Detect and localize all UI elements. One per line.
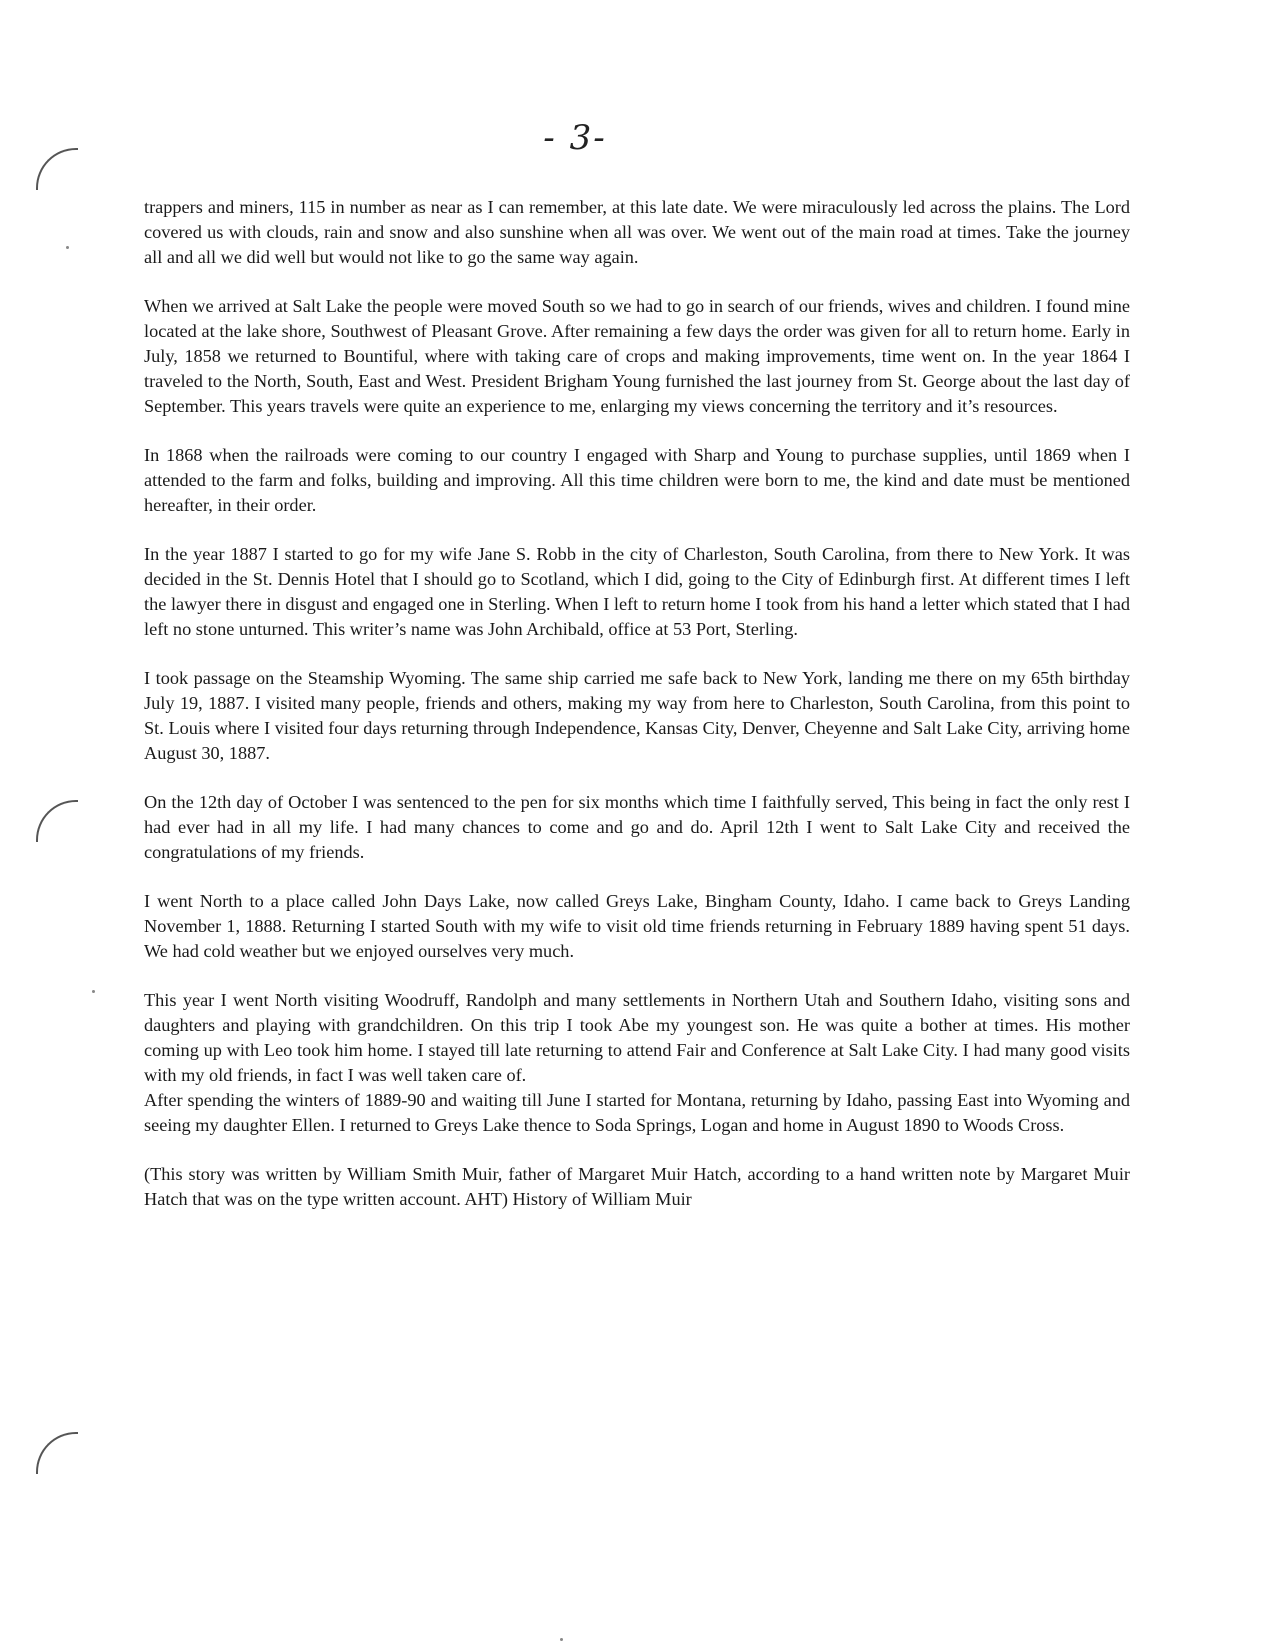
- punch-hole-top: [36, 148, 78, 190]
- punch-hole-middle: [36, 800, 78, 842]
- paragraph-author-note: (This story was written by William Smith Muir, father of Margaret Muir Hatch, according to a hand written note by Margaret Muir Hatch that was on the type written account. AHT) History of William Muir: [144, 1164, 1130, 1209]
- paragraph-greys-lake: I went North to a place called John Days Lake, now called Greys Lake, Bingham County, Idaho. I came back to Greys Landing November 1, 1888. Returning I started South with my wife to visit old time friends returning in February 1889 having spent 51 days. We had cold weather but we enjoyed ourselves very much.: [144, 891, 1130, 961]
- scan-speck: [92, 990, 95, 993]
- page-number: - 3-: [543, 118, 607, 158]
- paragraph-steamship: I took passage on the Steamship Wyoming. The same ship carried me safe back to New York, landing me there on my 65th birthday July 19, 1887. I visited many people, friends and others, making my way from here to Charleston, South Carolina, from this point to St. Louis where I visited four days returning through Independence, Kansas City, Denver, Cheyenne and Salt Lake City, arriving home August 30, 1887.: [144, 668, 1130, 763]
- paragraph-sentence: On the 12th day of October I was sentenced to the pen for six months which time I faithfully served, This being in fact the only rest I had ever had in all my life. I had many chances to come and go and do. April 12th I went to Salt Lake City and received the congratulations of my friends.: [144, 792, 1130, 862]
- paragraph-north-visits: This year I went North visiting Woodruff, Randolph and many settlements in Northern Utah and Southern Idaho, visiting sons and daughters and playing with grandchildren. On this trip I took Abe my youngest son. He was quite a bother at times. His mother coming up with Leo took him home. I stayed till late returning to attend Fair and Conference at Salt Lake City. I had many good visits with my old friends, in fact I was well taken care of.: [144, 990, 1130, 1085]
- paragraph-salt-lake: When we arrived at Salt Lake the people were moved South so we had to go in search of our friends, wives and children. I found mine located at the lake shore, Southwest of Pleasant Grove. After remaining a few days the order was given for all to return home. Early in July, 1858 we returned to Bountiful, where with taking care of crops and making improvements, time went on. In the year 1864 I traveled to the North, South, East and West. President Brigham Young furnished the last journey from St. George about the last day of September. This years travels were quite an experience to me, enlarging my views concerning the territory and it’s resources.: [144, 296, 1130, 416]
- scan-speck: [66, 246, 69, 249]
- paragraph-journey: trappers and miners, 115 in number as near as I can remember, at this late date. We were miraculously led across the plains. The Lord covered us with clouds, rain and snow and also sunshine when all was over. We went out of the main road at times. Take the journey all and all we did well but would not like to go the same way again.: [144, 197, 1130, 267]
- paragraph-montana: After spending the winters of 1889-90 and waiting till June I started for Montana, returning by Idaho, passing East into Wyoming and seeing my daughter Ellen. I returned to Greys Lake thence to Soda Springs, Logan and home in August 1890 to Woods Cross.: [144, 1090, 1130, 1135]
- paragraph-railroads: In 1868 when the railroads were coming to our country I engaged with Sharp and Young to purchase supplies, until 1869 when I attended to the farm and folks, building and improving. All this time children were born to me, the kind and date must be mentioned hereafter, in their order.: [144, 445, 1130, 515]
- scan-speck: [560, 1638, 563, 1641]
- document-body: [144, 195, 1130, 1236]
- punch-hole-bottom: [36, 1432, 78, 1474]
- paragraph-charleston: In the year 1887 I started to go for my wife Jane S. Robb in the city of Charleston, South Carolina, from there to New York. It was decided in the St. Dennis Hotel that I should go to Scotland, which I did, going to the City of Edinburgh first. At different times I left the lawyer there in disgust and engaged one in Sterling. When I left to return home I took from his hand a letter which stated that I had left no stone unturned. This writer’s name was John Archibald, office at 53 Port, Sterling.: [144, 544, 1130, 639]
